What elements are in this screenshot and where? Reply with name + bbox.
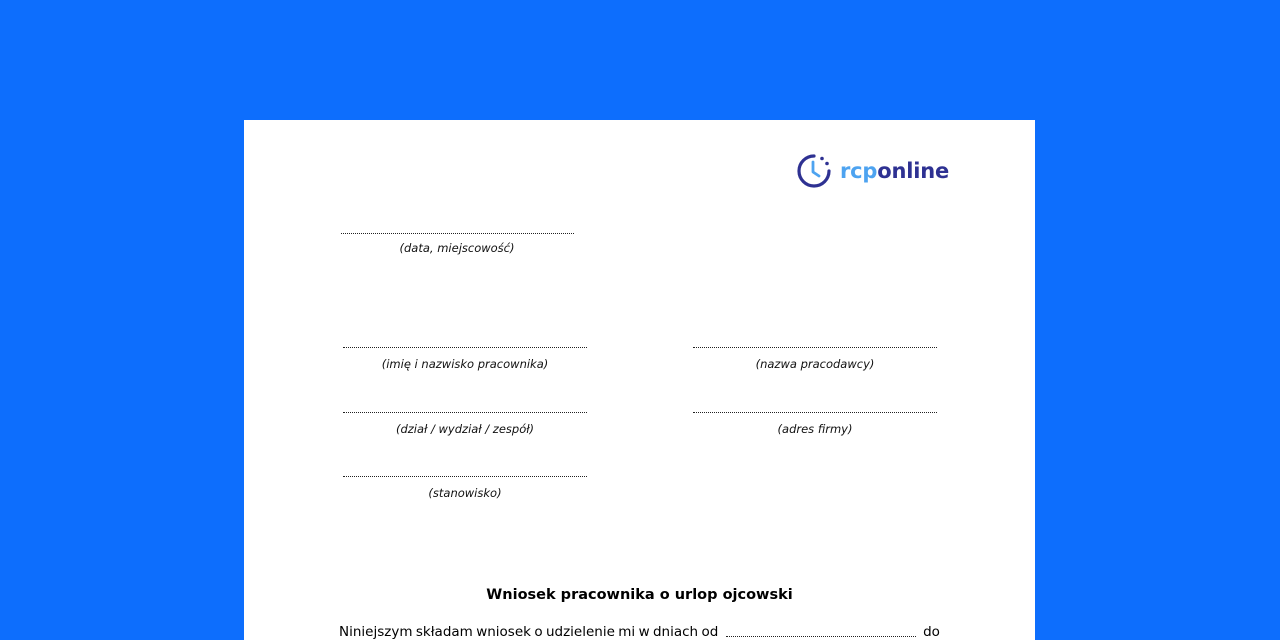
body-word: o (534, 624, 543, 640)
logo-text-rcp: rcp (840, 158, 878, 183)
department-field (343, 404, 587, 436)
employee-name-dotted-line (343, 339, 587, 348)
document-page (244, 120, 1035, 640)
position-dotted-line (343, 468, 587, 477)
request-body-line (339, 624, 940, 640)
document-title: Wniosek pracownika o urlop ojcowski (486, 587, 793, 603)
date-place-dotted-line (341, 225, 574, 234)
body-word: udzielenie (545, 624, 615, 640)
body-word: w (638, 624, 650, 640)
body-word: od (701, 624, 719, 640)
employer-name-label: (nazwa pracodawcy) (755, 357, 875, 371)
employer-name-field (693, 339, 937, 371)
date-from-dotted-line (726, 624, 916, 637)
department-dotted-line (343, 404, 587, 413)
date-place-field (340, 225, 574, 255)
employee-name-field (343, 339, 587, 371)
body-word: dniach (652, 624, 699, 640)
body-word: wniosek (476, 624, 531, 640)
body-word: składam (415, 624, 473, 640)
position-label: (stanowisko) (428, 486, 502, 500)
body-word: Niniejszym (339, 624, 413, 640)
rcponline-logo (796, 153, 949, 189)
logo-text-online: online (877, 158, 950, 183)
company-address-field (693, 404, 937, 436)
date-place-label: (data, miejscowość) (399, 241, 515, 255)
employer-name-dotted-line (693, 339, 937, 348)
company-address-dotted-line (693, 404, 937, 413)
department-label: (dział / wydział / zespół) (395, 422, 535, 436)
position-field (343, 468, 587, 500)
clock-icon (796, 153, 832, 189)
body-word-to: do (923, 624, 940, 640)
body-word: mi (618, 624, 636, 640)
employee-name-label: (imię i nazwisko pracownika) (381, 357, 549, 371)
company-address-label: (adres firmy) (777, 422, 853, 436)
